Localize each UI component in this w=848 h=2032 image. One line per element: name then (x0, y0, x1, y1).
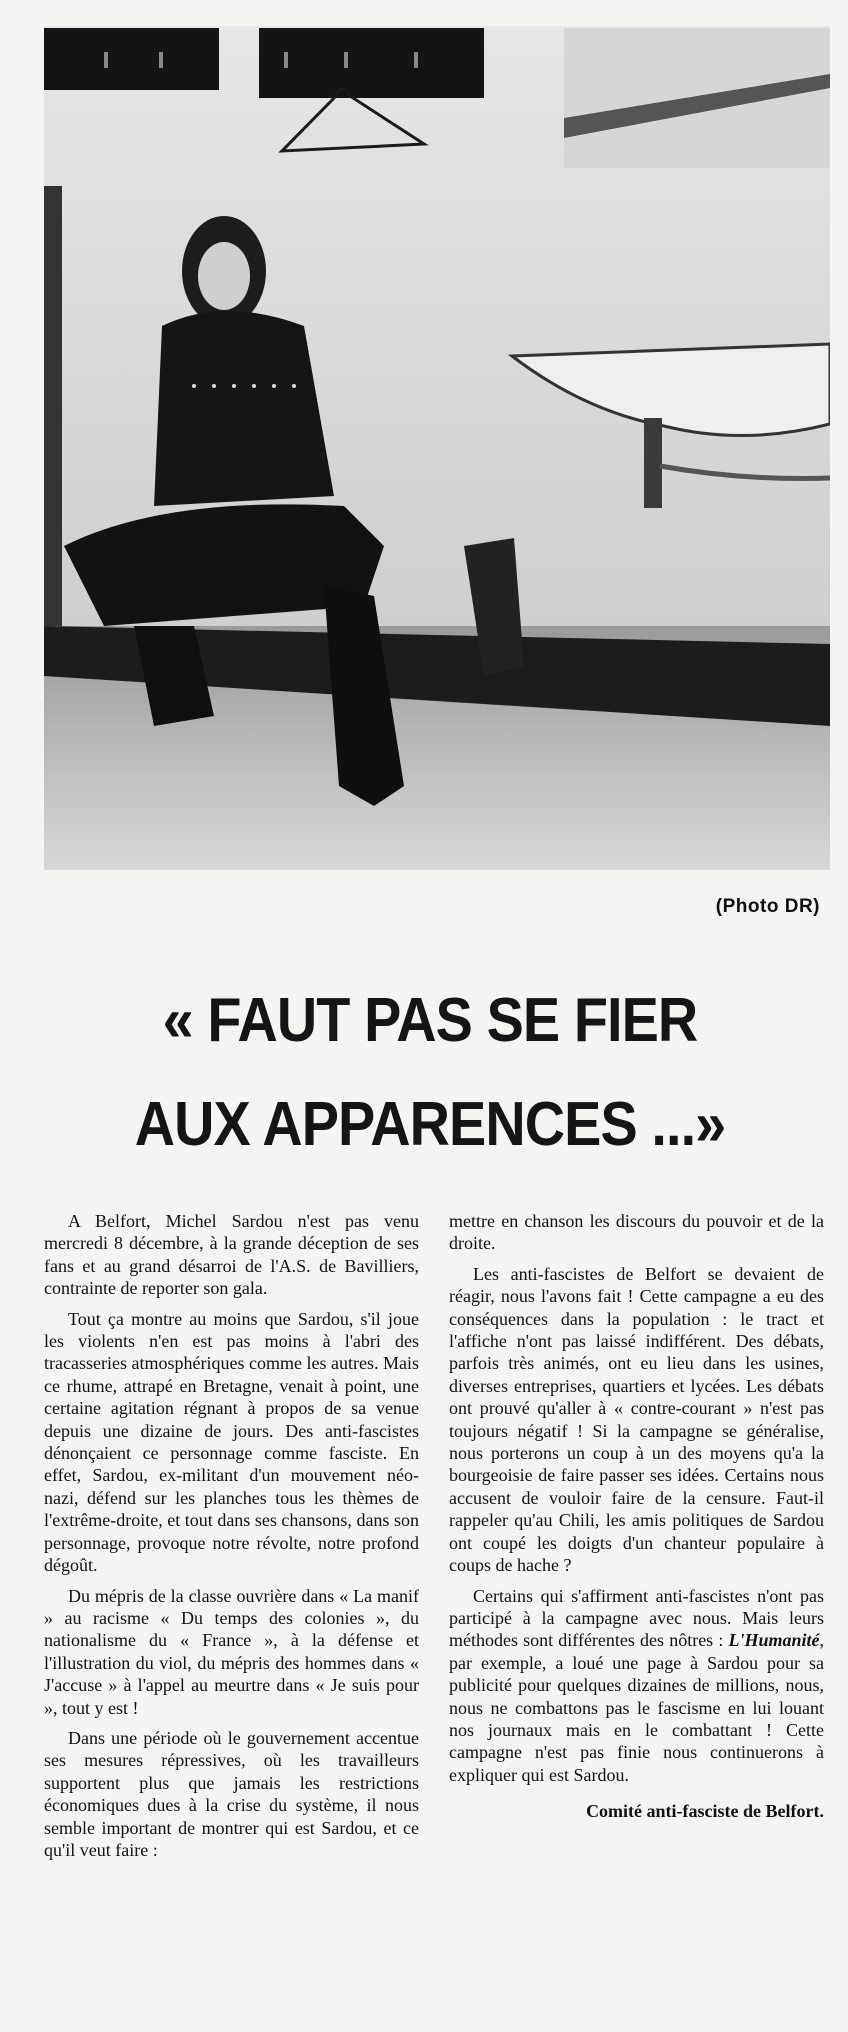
paragraph: Dans une période où le gouvernement accentue ses mesures répressives, où les travailleurs supportent plus que jamais les restrictions économiques dues à la crise du système, il nous semble important de montrer qui est Sardou, et ce qu'il veut faire : (44, 1727, 419, 1860)
paragraph (449, 1585, 824, 1787)
article-headline (79, 986, 781, 1198)
headline-line-2: AUX APPARENCES ...» (134, 1090, 726, 1159)
headline-line-1: « FAUT PAS SE FIER (162, 986, 698, 1055)
paragraph-text: Certains qui s'affirment anti-fascistes n'ont pas participé à la campagne avec nous. Mais leurs méthodes sont différentes des nôtres : (449, 1585, 824, 1651)
article-photo (44, 26, 830, 870)
newspaper-name: L'Humanité (728, 1630, 820, 1651)
article-body (44, 1210, 824, 2010)
photo-illustration (44, 26, 830, 870)
article-column-2 (449, 1210, 824, 2010)
paragraph: Du mépris de la classe ouvrière dans « La manif » au racisme « Du temps des colonies », du nationalisme du « France », à la défense et l'illustration du viol, du mépris des hommes dans « J'accuse » à l'appel au meurtre dans « Je suis pour », tout y est ! (44, 1585, 419, 1718)
paragraph-continuation: mettre en chanson les discours du pouvoir et de la droite. (449, 1211, 824, 1254)
article-signature: Comité anti-fasciste de Belfort. (586, 1801, 824, 1822)
photo-caption: (Photo DR) (715, 896, 820, 917)
paragraph: Tout ça montre au moins que Sardou, s'il joue les violents n'en est pas moins à l'abri des tracasseries atmosphériques comme les autres. Mais ce rhume, attrapé en Bretagne, venait à point, une certaine agitation régnant à propos de sa venue depuis une dizaine de jours. Des anti-fascistes dénonçaient ce personnage comme fasciste. En effet, Sardou, ex-militant d'un mouvement néo-nazi, défend sur les planches tous les thèmes de l'extrême-droite, et tout dans ses chansons, dans son personnage, provoque notre révolte, notre profond dégoût. (44, 1308, 419, 1576)
paragraph-text: , par exemple, a loué une page à Sardou pour sa publicité pour quelques dizaines de millions, nous, nous ne combattons pas le fascisme en lui louant nos journaux mais en le combattant ! Cette campagne n'est pas finie nous continuerons à expliquer qui est Sardou. (449, 1630, 824, 1785)
paragraph: A Belfort, Michel Sardou n'est pas venu mercredi 8 décembre, à la grande déception de ses fans et au grand désarroi de l'A.S. de Bavilliers, contrainte de reporter son gala. (44, 1211, 419, 1299)
article-column-1 (44, 1210, 419, 2010)
paragraph: Les anti-fascistes de Belfort se devaient de réagir, nous l'avons fait ! Cette campagne a eu des conséquences dans la population : le tract et l'affiche n'ont pas laissé indifférent. Des débats, parfois très animés, ont eu lieu dans les usines, diverses entreprises, quartiers et lycées. Les débats ont prouvé qu'aller à « contre-courant » n'est pas toujours négatif ! Si la campagne se généralise, nous porterons un coup à un des moyens qu'a la bourgeoisie de faire passer ses idées. Certains nous accusent de vouloir faire de la censure. Faut-il rappeler qu'au Chili, les amis politiques de Sardou ont coupé les doigts d'un chanteur populaire à coups de hache ? (449, 1263, 824, 1576)
